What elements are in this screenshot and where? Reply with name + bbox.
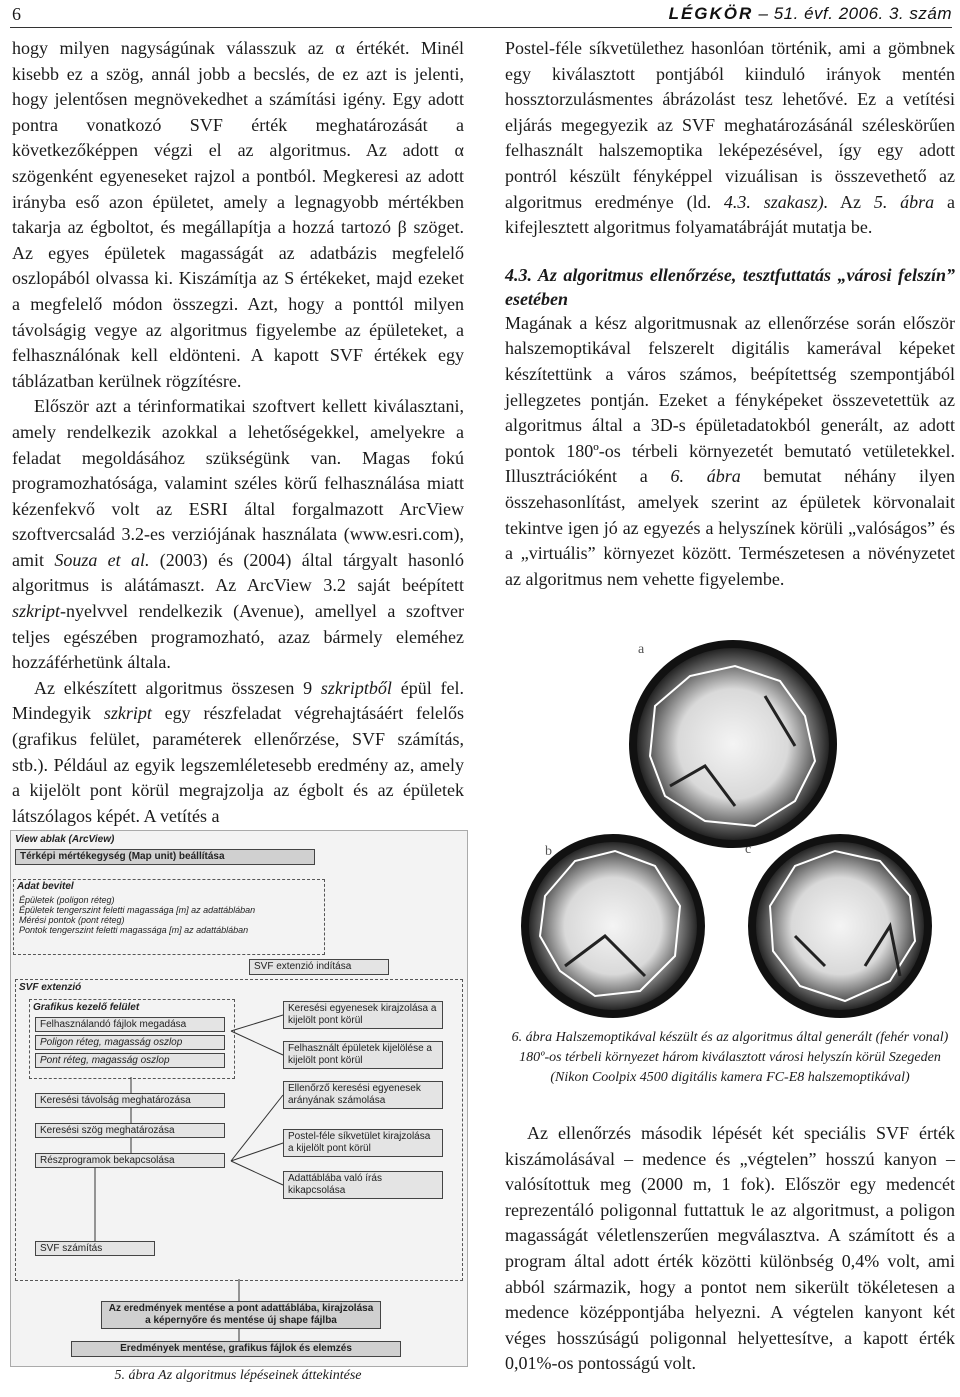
postel-projection-box: Postel-féle síkvetület kirajzolása a kijelölt pont körül <box>283 1129 443 1157</box>
text-run: -nyelvvel rendelkezik (Avenue), amellyel a szoftver teljes egészében programozható, azaz bármely eleméhez hozzáférhetünk általa. <box>12 601 464 673</box>
panel-label-b: b <box>545 844 552 859</box>
author-citation: Souza et al. <box>54 549 150 570</box>
journal-issue: – 51. évf. 2006. 3. szám <box>758 4 952 23</box>
data-line: Mérési pontok (pont réteg) <box>19 915 125 925</box>
right-paragraph-3: Az ellenőrzés második lépését két speciális SVF érték kiszámolásával – medence és „végtelen” hosszú kanyon – valósítottuk meg (2000 m, 1 fok). Először egy medencét reprezentáló poligonnal futtattuk le az algoritmust, a poligon magasságát véletlenszerűen megválasztva. A számított és a program által adott érték közötti különbség 0,4% volt, ami abból származik, hogy a pontot nem sikerült tökéletesen a medence középpontjába helyezni. A végtelen kanyont két véges hosszúságú poligonnal helyettesítve, a kapott érték 0,01%-os pontosságú volt. <box>505 1123 955 1374</box>
data-input-label: Adat bevitel <box>17 881 74 892</box>
text-run: (2003) és (2004) által tárgyalt hasonló algoritmus is alátámaszt. Az ArcView 3.2 saját beépített <box>12 549 464 596</box>
italic-term: szkript <box>103 703 152 724</box>
panel-label-c: c <box>745 842 752 857</box>
results-save-box: Az eredmények mentése a pont adattáblába, kirajzolása a képernyőre és mentése új shape fájlba <box>101 1301 381 1329</box>
svf-calc-box: SVF számítás <box>35 1241 155 1256</box>
svf-extension-label: SVF extenzió <box>19 982 82 993</box>
search-lines-box: Keresési egyenesek kirajzolása a kijelölt pont körül <box>283 1001 443 1029</box>
table-write-box: Adattáblába való írás kikapcsolása <box>283 1171 443 1199</box>
page-number: 6 <box>12 4 21 24</box>
left-paragraph-1: hogy milyen nagyságúnak válasszuk az α értékét. Minél kisebb ez a szög, annál jobb a becslés, de ez azt is jelenti, hogy jelentősen megnövekedhet a számítási igény. Egy adott pontra vonatkozó SVF érték meghatározását a következőképpen végzi el az algoritmus. Az adott α szögenként egyeneseket rajzol a pontból. Megkeresi az adott irányba eső azon épületet, amely a legnagyobb mértékben takarja az égboltot, és megállapítja a hozzá tartozó β szöget. Az egyes épületek magasságát az adatbázis megfelelő oszlopából olvassa ki. Kiszámítja az S értékeket, majd ezeket a megfelelő módon összegzi. Azt, hogy a ponttól milyen távolságig vegye az algoritmus figyelembe az épületeket, a felhasználónak kell eldönteni. A kapott SVF értékek egy táblázatban kerülnek rögzítésre. <box>12 38 464 391</box>
left-paragraph-3 <box>12 676 464 830</box>
subprograms-box: Részprogramok bekapcsolása <box>35 1153 225 1168</box>
text-run: Magának a kész algoritmusnak az ellenőrzése során először halszemoptikával felszerelt digitális kamerával képeket készítettünk a város számos, beépítettség szempontjából jellegzetes pontján. Ezeket a fényképeket összevetettük az algoritmus által a 3D-s épületadatokból generált, az adott pontok 180º-os térbeli környezetét bemutató vetületekkel. Illusztrációként a <box>505 312 955 487</box>
text-run: bemutat néhány ilyen összehasonlítást, amelyek szerint az épületek körvonalait tekintve igen jó az egyezés a helyszínek körüli „valóságos” és a „virtuális” környezet között. Természetesen a növényzetet az algoritmus nem vehette figyelembe. <box>505 466 956 589</box>
figure-reference: 6. ábra <box>670 466 741 487</box>
section-heading: 4.3. Az algoritmus ellenőrzése, tesztfuttatás „városi felszín” esetében <box>505 264 955 309</box>
journal-title <box>669 4 952 24</box>
right-paragraph-2 <box>505 311 955 593</box>
text-run: Először azt a térinformatikai szoftvert kellett kiválasztani, amely rendelkezik azokkal a lehetőségekkel, amelyekre a feladat megoldásához szükségünk van. Magas fokú programozhatósága, valamint széles körű felhasználása miatt kézenfekvő volt az ESRI által forgalmazott ArcView szoftvercsalád 3.2-es verziójának használata (www.esri.com), amit <box>12 396 464 570</box>
gui-box-files: Felhasználandó fájlok megadása <box>35 1017 225 1032</box>
italic-term: szkript <box>12 601 61 622</box>
data-line: Épületek (poligon réteg) <box>19 895 115 905</box>
search-distance-box: Keresési távolság meghatározása <box>35 1093 225 1108</box>
running-header <box>0 0 960 30</box>
figure-6-caption <box>505 1028 955 1088</box>
figure-reference: 5. ábra <box>873 191 935 212</box>
gui-box-point: Pont réteg, magasság oszlop <box>35 1053 225 1068</box>
figure-6 <box>505 636 955 1021</box>
control-lines-box: Ellenőrző keresési egyenesek arányának számolása <box>283 1081 443 1109</box>
text-run: Az <box>828 191 874 212</box>
gui-label: Grafikus kezelő felület <box>33 1002 140 1013</box>
text-run: Az elkészített algoritmus összesen 9 <box>34 677 321 698</box>
fisheye-panel-b <box>525 838 701 1014</box>
figure-5-caption: 5. ábra Az algoritmus lépéseinek áttekintése <box>114 1368 362 1383</box>
extension-start-box: SVF extenzió indítása <box>249 959 389 975</box>
text-run: Postel-féle síkvetülethez hasonlóan történik, ami a gömbnek egy kiválasztott pontjából kiinduló irányok mentén hossztorzulásmentes ábrázolást tesz lehetővé. Ez a vetítési eljárás megegyezik az SVF meghatározásánál széleskörűen felhasznált halszemoptika leképezésével, így egy adott pontról készült fényképpel vizuálisan is összevethető az algoritmus eredménye (ld. <box>505 38 955 212</box>
buildings-box: Felhasznált épületek kijelölése a kijelölt pont körül <box>283 1041 443 1069</box>
italic-term: szkriptből <box>320 677 392 698</box>
left-paragraph-2 <box>12 394 464 676</box>
section-reference: 4.3. szakasz). <box>723 191 829 212</box>
figure-5-flowchart <box>10 830 468 1367</box>
fisheye-panel-a <box>633 644 833 844</box>
left-column <box>12 36 464 829</box>
search-angle-box: Keresési szög meghatározása <box>35 1123 225 1138</box>
gui-box-polygon: Poligon réteg, magasság oszlop <box>35 1035 225 1050</box>
fisheye-panel-c <box>752 838 928 1014</box>
results-final-box: Eredmények mentése, grafikus fájlok és elemzés <box>71 1341 401 1357</box>
data-line: Pontok tengerszint feletti magassága [m] az adattáblában <box>19 925 249 935</box>
right-column <box>505 36 955 592</box>
view-window-label: View ablak (ArcView) <box>15 834 115 845</box>
figure-number: 6. ábra <box>511 1030 553 1045</box>
header-rule <box>10 27 952 28</box>
flowchart-connectors <box>11 831 467 1366</box>
map-unit-box: Térképi mértékegység (Map unit) beállítása <box>15 849 315 865</box>
text-run: épül fel. Mindegyik <box>12 677 464 724</box>
journal-name: LÉGKÖR <box>668 4 754 23</box>
right-column-lower <box>505 1121 955 1377</box>
caption-text: Halszemoptikával készült és az algoritmus által generált (fehér vonal) 180º-os térbeli környezet három kiválasztott városi helyszín körül Szegeden (Nikon Coolpix 4500 digitális kamera FC-E8 halszemoptikával) <box>519 1030 949 1085</box>
text-run: a kifejlesztett algoritmus folyamatábráját mutatja be. <box>505 191 955 238</box>
fisheye-photos <box>505 636 955 1021</box>
text-run: egy részfeladat végrehajtásáért felelős (grafikus felület, paraméterek ellenőrzése, SVF számítás, stb.). Például az egyik legszemléletesebb eredmény az, amely a kijelölt pont körül megrajzolja az égbolt és az épületek látszólagos képét. A vetítés a <box>12 703 464 826</box>
right-paragraph-1 <box>505 36 955 241</box>
panel-label-a: a <box>638 642 645 657</box>
data-line: Épületek tengerszint feletti magassága [m] az adattáblában <box>19 905 256 915</box>
